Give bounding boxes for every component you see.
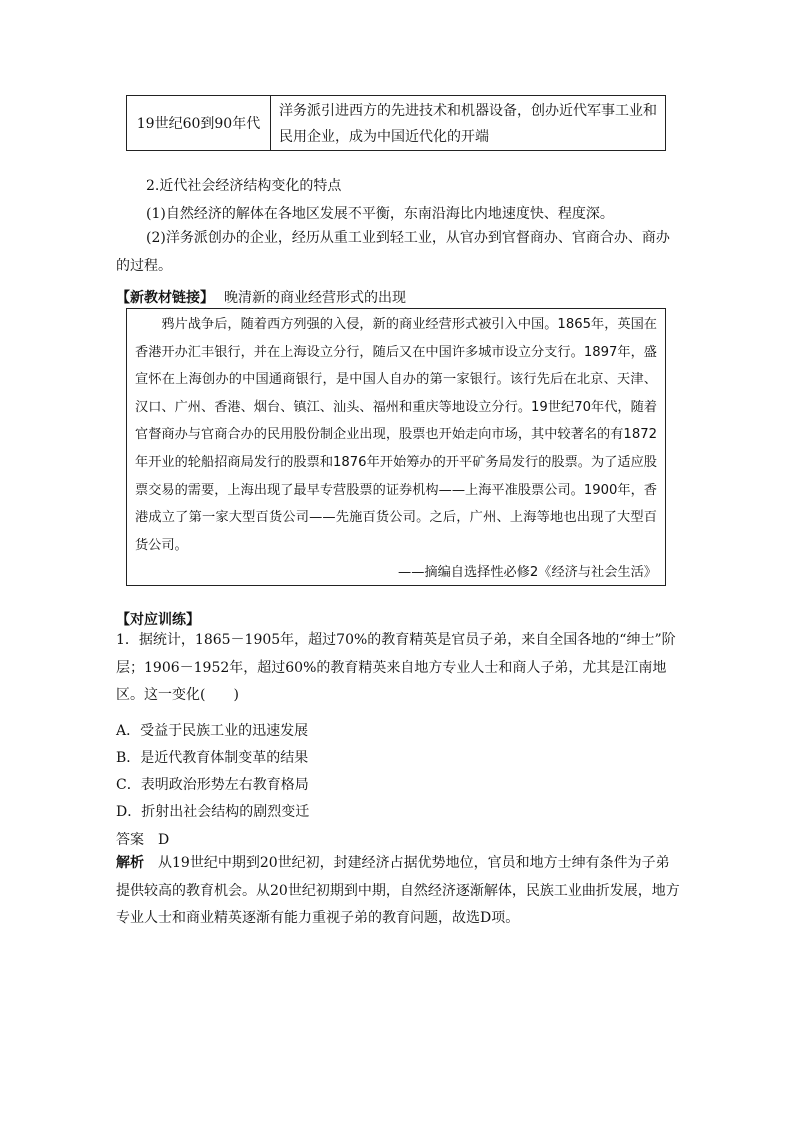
- analysis-text: 从19世纪中期到20世纪初，封建经济占据优势地位，官员和地方士绅有条件为子弟提供较高的教育机会。从20世纪初期到中期，自然经济逐渐解体，民族工业曲折发展，地方专业人士和商业精英逐渐有能力重视子弟的教育问题，故选D项。: [116, 855, 680, 926]
- section-heading: 2.近代社会经济结构变化的特点: [146, 178, 342, 194]
- practice-question: 1．据统计，1865－1905年，超过70%的教育精英是官员子弟，来自全国各地的“绅士”阶层；1906－1952年，超过60%的教育精英来自地方专业人士和商人子弟，尤其是江南地区。这一变化( ): [116, 632, 676, 703]
- material-box: [126, 308, 666, 586]
- material-heading: [116, 287, 406, 307]
- analysis-label: 解析: [116, 855, 144, 871]
- option-a: A．受益于民族工业的迅速发展: [116, 723, 309, 739]
- material-title: 晚清新的商业经营形式的出现: [224, 290, 406, 306]
- material-source: ——摘编自选择性必修2《经济与社会生活》: [398, 565, 657, 581]
- answer-line: [116, 829, 169, 849]
- table-description-cell: 洋务派引进西方的先进技术和机器设备，创办近代军事工业和民用企业，成为中国近代化的开端: [279, 103, 657, 145]
- material-body: 鸦片战争后，随着西方列强的入侵，新的商业经营形式被引入中国。1865年，英国在香港开办汇丰银行，并在上海设立分行，随后又在中国许多城市设立分支行。1897年，盛宣怀在上海创办的中国通商银行，是中国人自办的第一家银行。该行先后在北京、天津、汉口、广州、香港、烟台、镇江、汕头、福州和重庆等地设立分行。19世纪70年代，随着官督商办与官商合办的民用股份制企业出现，股票也开始走向市场，其中较著名的有1872年开业的轮船招商局发行的股票和1876年开始筹办的开平矿务局发行的股票。为了适应股票交易的需要，上海出现了最早专营股票的证券机构——上海平准股票公司。1900年，香港成立了第一家大型百货公司——先施百货公司。之后，广州、上海等地也出现了大型百货公司。: [135, 317, 657, 553]
- option-d: D．折射出社会结构的剧烈变迁: [116, 804, 310, 820]
- material-label: 【新教材链接】: [116, 290, 214, 306]
- option-c: C．表明政治形势左右教育格局: [116, 777, 309, 793]
- option-b: B．是近代教育体制变革的结果: [116, 750, 309, 766]
- period-table: [126, 95, 666, 151]
- section-point-2: (2)洋务派创办的企业，经历从重工业到轻工业，从官办到官督商办、官商合办、商办的过程。: [116, 230, 670, 274]
- practice-label: 【对应训练】: [116, 612, 200, 628]
- answer-value: D: [158, 832, 170, 848]
- answer-label: 答案: [116, 832, 144, 848]
- section-point-1: (1)自然经济的解体在各地区发展不平衡，东南沿海比内地速度快、程度深。: [146, 206, 614, 222]
- table-period-cell: 19世纪60到90年代: [127, 96, 271, 150]
- analysis: [116, 850, 682, 933]
